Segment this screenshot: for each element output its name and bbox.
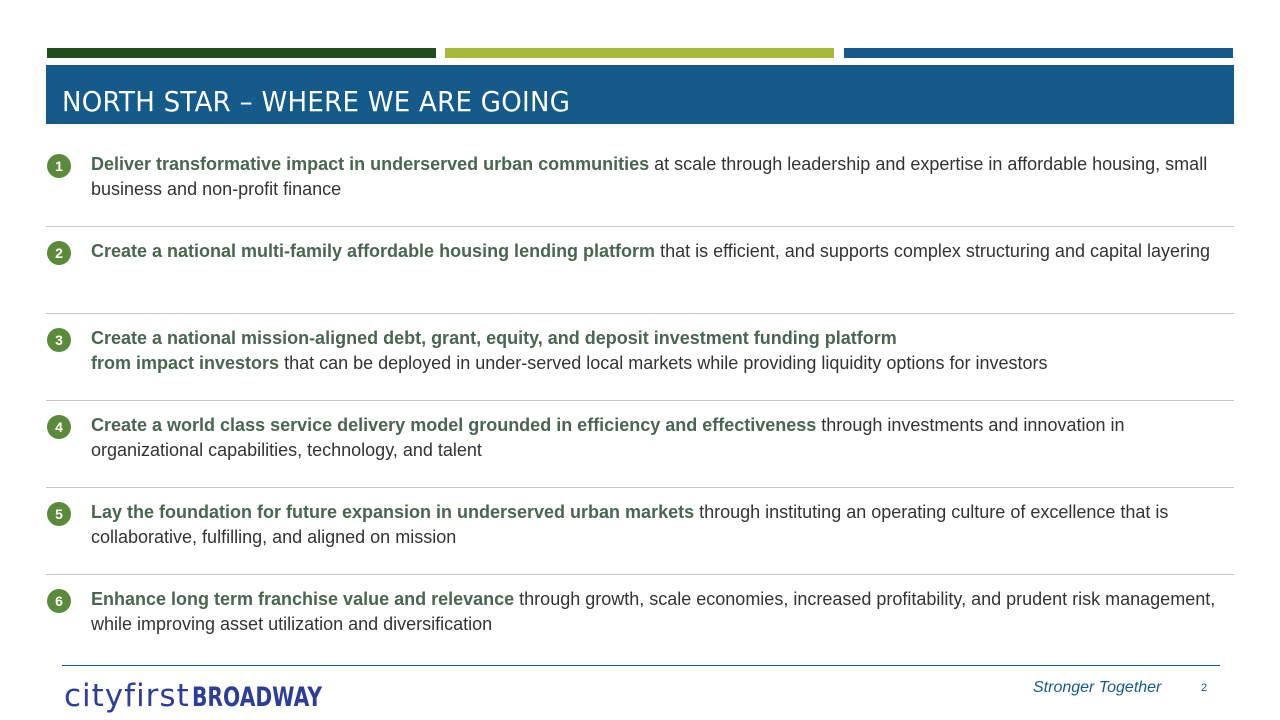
goal-rest: at scale through leadership and expertise in affordable housing, small business and non-profit finance (91, 154, 1208, 199)
goal-text (91, 500, 1231, 550)
number-badge: 2 (47, 241, 71, 265)
accent-bar-blue (844, 48, 1233, 58)
goal-lead: Lay the foundation for future expansion in underserved urban markets (91, 502, 695, 522)
cityfirst-broadway-logo (64, 678, 365, 716)
goal-list (46, 140, 1234, 661)
logo-cityfirst: cityfirst (64, 678, 190, 714)
goal-lead-continued: from impact investors (91, 353, 280, 373)
goal-item-6 (46, 575, 1234, 661)
goal-rest: through instituting an operating culture of excellence that is collaborative, fulfilling, and aligned on mission (91, 502, 1169, 547)
goal-lead: Create a national multi-family affordable housing lending platform (91, 241, 656, 261)
number-badge: 4 (47, 415, 71, 439)
page-number: 2 (1201, 682, 1208, 694)
accent-bar-green (47, 48, 436, 58)
goal-lead: Enhance long term franchise value and relevance (91, 589, 515, 609)
goal-lead: Deliver transformative impact in underserved urban communities (91, 154, 650, 174)
number-badge: 5 (47, 502, 71, 526)
number-badge: 6 (47, 589, 71, 613)
accent-bar-lime (445, 48, 834, 58)
goal-item-4 (46, 401, 1234, 488)
goal-lead: Create a national mission-aligned debt, grant, equity, and deposit investment funding platform (91, 328, 897, 348)
goal-item-5 (46, 488, 1234, 575)
tagline: Stronger Together (1033, 679, 1162, 696)
logo-broadway: BROADWAY (191, 682, 322, 713)
goal-rest: through growth, scale economies, increased profitability, and prudent risk management, while improving asset utilization and diversification (91, 589, 1216, 634)
number-badge: 1 (47, 154, 71, 178)
goal-text (91, 326, 1231, 376)
goal-text (91, 413, 1231, 463)
goal-rest: that can be deployed in under-served local markets while providing liquidity options for investors (279, 353, 1048, 373)
title-band (46, 65, 1234, 124)
number-badge: 3 (47, 328, 71, 352)
goal-text (91, 239, 1231, 264)
goal-item-1 (46, 140, 1234, 227)
goal-text (91, 152, 1231, 202)
goal-text (91, 587, 1231, 637)
goal-rest: that is efficient, and supports complex structuring and capital layering (655, 241, 1211, 261)
footer-divider (62, 665, 1220, 666)
goal-lead: Create a world class service delivery model grounded in efficiency and effectiveness (91, 415, 817, 435)
goal-rest: through investments and innovation in organizational capabilities, technology, and talent (91, 415, 1125, 460)
goal-item-3 (46, 314, 1234, 401)
slide-title: NORTH STAR – WHERE WE ARE GOING (62, 85, 571, 118)
goal-item-2 (46, 227, 1234, 314)
